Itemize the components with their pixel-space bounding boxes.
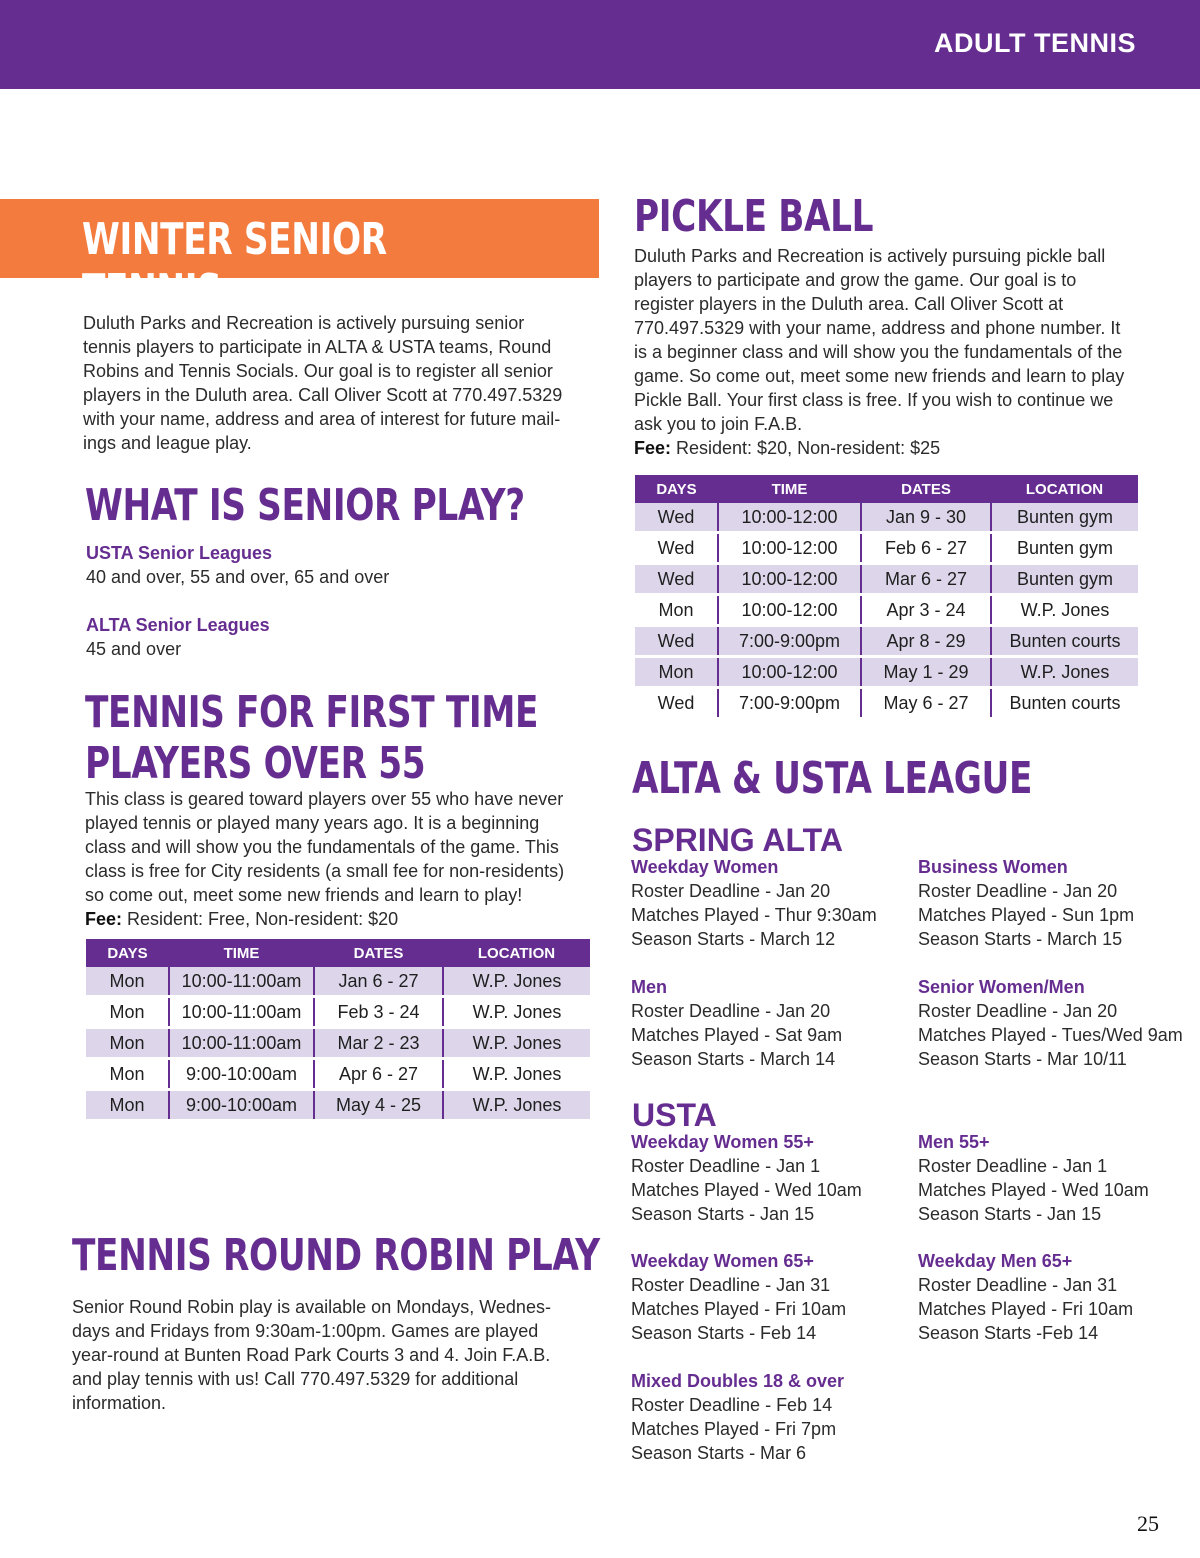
- season-starts: Season Starts - Jan 15: [631, 1204, 815, 1224]
- roster-deadline: Roster Deadline - Jan 1: [631, 1156, 821, 1176]
- league-name: Senior Women/Men: [918, 977, 1085, 997]
- page-number: 25: [1137, 1511, 1159, 1536]
- matches-played: Matches Played - Wed 10am: [631, 1180, 862, 1200]
- matches-played: Matches Played - Fri 10am: [918, 1299, 1134, 1319]
- table-header-row: [635, 475, 1138, 503]
- roster-deadline: Roster Deadline - Jan 20: [631, 1001, 831, 1021]
- table-row: [86, 997, 590, 1028]
- column-header: DATES: [861, 475, 991, 503]
- cell-time: 10:00-11:00am: [169, 1028, 314, 1059]
- pickle-ball-fee-label: Fee:: [634, 438, 672, 458]
- cell-location: Bunten gym: [991, 564, 1138, 595]
- cell-day: Mon: [86, 1028, 169, 1059]
- column-header: DATES: [314, 939, 443, 967]
- cell-dates: Jan 9 - 30: [861, 503, 991, 533]
- winter-senior-banner: [0, 199, 599, 316]
- roster-deadline: Roster Deadline - Jan 31: [631, 1275, 831, 1295]
- pickle-ball-fee-text: Resident: $20, Non-resident: $25: [671, 438, 941, 458]
- first-time-title-line2: PLAYERS OVER 55: [85, 738, 426, 789]
- cell-location: Bunten courts: [991, 626, 1138, 657]
- first-time-schedule-table: [86, 939, 590, 1122]
- section-title: ADULT TENNIS: [934, 28, 1136, 58]
- league-business-women: [918, 855, 1198, 951]
- league-name: Weekday Men 65+: [918, 1251, 1073, 1271]
- senior-play-title: WHAT IS SENIOR PLAY?: [85, 480, 525, 531]
- first-time-body-text: This class is geared toward players over 55 who have never played tennis or played many years ago. It is a beginning class and will show you the fundamentals of the game. This class is free for City residents (a small fee for non-residents) so come out, meet some new friends and learn to play!: [85, 789, 565, 905]
- cell-day: Mon: [86, 967, 169, 997]
- league-name: Weekday Women 55+: [631, 1132, 814, 1152]
- table-row: [635, 595, 1138, 626]
- cell-dates: Feb 6 - 27: [861, 533, 991, 564]
- cell-day: Mon: [86, 1059, 169, 1090]
- cell-day: Mon: [86, 1090, 169, 1121]
- league-name: Weekday Women 65+: [631, 1251, 814, 1271]
- roster-deadline: Roster Deadline - Jan 20: [918, 1001, 1118, 1021]
- winter-senior-body: Duluth Parks and Recreation is actively pursuing senior tennis players to participate in ALTA & USTA teams, Round Robins and Tennis Socials. Our goal is to register all senior players in the Duluth area. Call Oliver Scott at 770.497.5329 with your name, address and area of interest for future mail-ings and league play.: [83, 313, 563, 453]
- table-row: [86, 1028, 590, 1059]
- pickle-ball-schedule-table: [635, 475, 1138, 720]
- alta-senior-text: 45 and over: [86, 639, 182, 659]
- season-starts: Season Starts - March 12: [631, 929, 836, 949]
- cell-day: Wed: [635, 533, 718, 564]
- roster-deadline: Roster Deadline - Jan 20: [631, 881, 831, 901]
- first-time-title-line1: TENNIS FOR FIRST TIME: [85, 687, 539, 738]
- league-weekday-women-55: [631, 1130, 911, 1226]
- cell-time: 7:00-9:00pm: [718, 626, 861, 657]
- cell-time: 7:00-9:00pm: [718, 688, 861, 719]
- pickle-ball-body: [634, 244, 1134, 460]
- cell-time: 10:00-11:00am: [169, 967, 314, 997]
- first-time-fee-text: Resident: Free, Non-resident: $20: [122, 909, 399, 929]
- cell-dates: Jan 6 - 27: [314, 967, 443, 997]
- matches-played: Matches Played - Tues/Wed 9am: [918, 1025, 1183, 1045]
- usta-senior-text: 40 and over, 55 and over, 65 and over: [86, 567, 390, 587]
- cell-dates: Apr 8 - 29: [861, 626, 991, 657]
- league-name: Men 55+: [918, 1132, 990, 1152]
- league-name: Mixed Doubles 18 & over: [631, 1371, 845, 1391]
- season-starts: Season Starts -Feb 14: [918, 1323, 1099, 1343]
- cell-day: Wed: [635, 503, 718, 533]
- cell-day: Wed: [635, 688, 718, 719]
- pickle-ball-title: PICKLE BALL: [634, 191, 874, 242]
- roster-deadline: Roster Deadline - Jan 1: [918, 1156, 1108, 1176]
- cell-day: Wed: [635, 626, 718, 657]
- matches-played: Matches Played - Fri 7pm: [631, 1419, 837, 1439]
- league-senior-women-men: [918, 975, 1198, 1071]
- cell-location: W.P. Jones: [443, 1028, 590, 1059]
- league-weekday-women: [631, 855, 911, 951]
- league-title: ALTA & USTA LEAGUE: [632, 753, 1033, 804]
- matches-played: Matches Played - Thur 9:30am: [631, 905, 877, 925]
- header-bar: [0, 0, 1200, 89]
- senior-leagues-list: [86, 541, 566, 661]
- cell-dates: May 1 - 29: [861, 657, 991, 688]
- cell-time: 10:00-11:00am: [169, 997, 314, 1028]
- round-robin-title: TENNIS ROUND ROBIN PLAY: [72, 1230, 600, 1281]
- usta-title: USTA: [632, 1097, 717, 1133]
- first-time-fee-label: Fee:: [85, 909, 123, 929]
- table-row: [635, 503, 1138, 533]
- matches-played: Matches Played - Wed 10am: [918, 1180, 1149, 1200]
- table-row: [635, 657, 1138, 688]
- column-header: TIME: [169, 939, 314, 967]
- cell-time: 10:00-12:00: [718, 564, 861, 595]
- cell-location: W.P. Jones: [443, 997, 590, 1028]
- round-robin-body: Senior Round Robin play is available on Mondays, Wednes-days and Fridays from 9:30am-1:00pm. Games are played year-round at Bunten Road Park Courts 3 and 4. Join F.A.B. and play tennis with us! Call 770.497.5329 for additional information.: [72, 1297, 551, 1413]
- cell-location: W.P. Jones: [443, 967, 590, 997]
- cell-location: Bunten gym: [991, 533, 1138, 564]
- column-header: DAYS: [635, 475, 718, 503]
- table-row: [635, 533, 1138, 564]
- pickle-ball-body-text: Duluth Parks and Recreation is actively pursuing pickle ball players to participate and grow the game. Our goal is to register players in the Duluth area. Call Oliver Scott at 770.497.5329 with your name, address and phone number. It is a beginner class and will show you the fundamentals of the game. So come out, meet some new friends and learn to play Pickle Ball. Your first class is free. If you wish to continue we ask you to join F.A.B.: [634, 246, 1125, 434]
- alta-senior-heading: ALTA Senior Leagues: [86, 615, 270, 635]
- table-row: [635, 564, 1138, 595]
- cell-time: 10:00-12:00: [718, 533, 861, 564]
- cell-time: 10:00-12:00: [718, 595, 861, 626]
- league-name: Weekday Women: [631, 857, 779, 877]
- cell-dates: Mar 6 - 27: [861, 564, 991, 595]
- cell-location: Bunten courts: [991, 688, 1138, 719]
- roster-deadline: Roster Deadline - Feb 14: [631, 1395, 833, 1415]
- cell-location: W.P. Jones: [991, 657, 1138, 688]
- league-mixed-doubles: [631, 1369, 911, 1465]
- spring-alta-title: SPRING ALTA: [632, 822, 843, 858]
- league-men: [631, 975, 911, 1071]
- cell-day: Wed: [635, 564, 718, 595]
- first-time-body: [85, 787, 575, 931]
- cell-time: 10:00-12:00: [718, 657, 861, 688]
- cell-location: W.P. Jones: [443, 1059, 590, 1090]
- matches-played: Matches Played - Sun 1pm: [918, 905, 1135, 925]
- cell-time: 9:00-10:00am: [169, 1090, 314, 1121]
- column-header: LOCATION: [991, 475, 1138, 503]
- season-starts: Season Starts - March 15: [918, 929, 1123, 949]
- usta-senior-heading: USTA Senior Leagues: [86, 543, 273, 563]
- cell-dates: May 6 - 27: [861, 688, 991, 719]
- table-row: [635, 626, 1138, 657]
- cell-time: 10:00-12:00: [718, 503, 861, 533]
- table-row: [86, 1090, 590, 1121]
- league-name: Business Women: [918, 857, 1068, 877]
- league-weekday-men-65: [918, 1249, 1198, 1345]
- cell-dates: May 4 - 25: [314, 1090, 443, 1121]
- column-header: DAYS: [86, 939, 169, 967]
- cell-dates: Apr 3 - 24: [861, 595, 991, 626]
- roster-deadline: Roster Deadline - Jan 20: [918, 881, 1118, 901]
- cell-dates: Mar 2 - 23: [314, 1028, 443, 1059]
- table-row: [86, 967, 590, 997]
- season-starts: Season Starts - Feb 14: [631, 1323, 817, 1343]
- cell-dates: Feb 3 - 24: [314, 997, 443, 1028]
- matches-played: Matches Played - Sat 9am: [631, 1025, 843, 1045]
- table-header-row: [86, 939, 590, 967]
- cell-day: Mon: [635, 595, 718, 626]
- cell-time: 9:00-10:00am: [169, 1059, 314, 1090]
- roster-deadline: Roster Deadline - Jan 31: [918, 1275, 1118, 1295]
- cell-location: W.P. Jones: [991, 595, 1138, 626]
- season-starts: Season Starts - Mar 10/11: [918, 1049, 1127, 1069]
- matches-played: Matches Played - Fri 10am: [631, 1299, 847, 1319]
- season-starts: Season Starts - Jan 15: [918, 1204, 1102, 1224]
- cell-location: W.P. Jones: [443, 1090, 590, 1121]
- league-name: Men: [631, 977, 667, 997]
- season-starts: Season Starts - Mar 6: [631, 1443, 807, 1463]
- cell-day: Mon: [635, 657, 718, 688]
- winter-senior-title: WINTER SENIOR TENNIS: [82, 214, 387, 316]
- column-header: TIME: [718, 475, 861, 503]
- cell-location: Bunten gym: [991, 503, 1138, 533]
- column-header: LOCATION: [443, 939, 590, 967]
- table-row: [86, 1059, 590, 1090]
- cell-dates: Apr 6 - 27: [314, 1059, 443, 1090]
- table-row: [635, 688, 1138, 719]
- cell-day: Mon: [86, 997, 169, 1028]
- league-men-55: [918, 1130, 1198, 1226]
- season-starts: Season Starts - March 14: [631, 1049, 836, 1069]
- league-weekday-women-65: [631, 1249, 911, 1345]
